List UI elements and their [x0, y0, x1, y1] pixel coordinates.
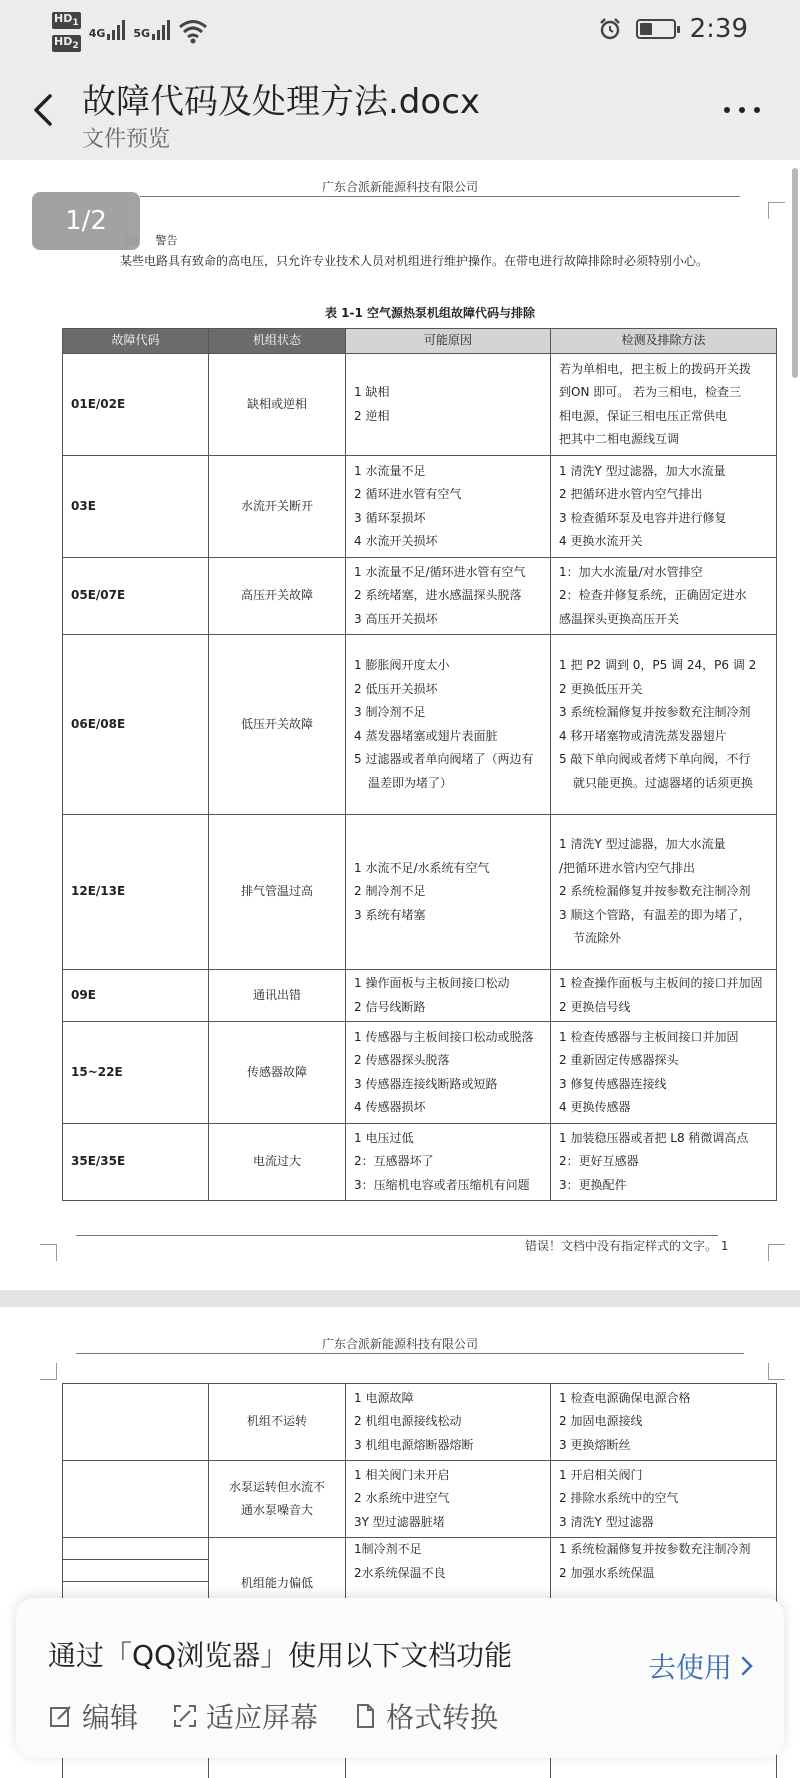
edit-action[interactable]: 编辑 — [48, 1696, 138, 1736]
possible-causes: 1 电压过低 2：互感器坏了 3：压缩机电容或者压缩机有问题 — [346, 1124, 551, 1201]
possible-causes: 1 缺相 2 逆相 — [346, 354, 551, 456]
status-bar — [0, 0, 800, 58]
more-dot-icon — [724, 107, 730, 113]
more-options-button[interactable] — [724, 102, 764, 118]
unit-state: 机组不运转 — [209, 1384, 346, 1461]
unit-state: 通讯出错 — [209, 970, 346, 1022]
fix-methods: 1 加装稳压器或者把 L8 稍微调高点 2：更好互感器 3：更换配件 — [551, 1124, 777, 1201]
document-icon — [352, 1703, 378, 1729]
table-row — [63, 970, 777, 1022]
hd-indicator: $HD_1$ $HD_2$ — [54, 12, 79, 52]
fix-methods: 1 开启相关阀门 2 排除水系统中的空气 3 清洗Y 型过滤器 — [551, 1461, 777, 1538]
back-button[interactable] — [24, 90, 64, 130]
battery-icon — [636, 19, 676, 39]
fix-methods: 若为单相电，把主板上的拨码开关拨 到ON 即可。 若为三相电，检查三 相电源，保证三相电压正常供电 把其中二相电源线互调 — [551, 354, 777, 456]
table-title: 表 1-1 空气源热泵机组故障代码与排除 — [324, 306, 536, 320]
page-footer: 错误！文档中没有指定样式的文字。 1 — [525, 1239, 729, 1253]
unit-state: 机组能力偏低 — [209, 1538, 346, 1778]
possible-causes: 1 水流量不足/循环进水管有空气 2 系统堵塞，进水感温探头脱落 3 高压开关损坏 — [346, 558, 551, 635]
wifi-icon — [178, 18, 208, 44]
table-row — [63, 558, 777, 635]
fit-screen-action[interactable]: 适应屏幕 — [172, 1696, 318, 1736]
edit-icon — [48, 1703, 74, 1729]
unit-state: 水泵运转但水流不 通水泵噪音大 — [209, 1461, 346, 1538]
possible-causes: 1 水流不足/水系统有空气 2 制冷剂不足 3 系统有堵塞 — [346, 815, 551, 970]
column-header: 检测及排除方法 — [551, 329, 777, 354]
unit-state: 高压开关故障 — [209, 558, 346, 635]
table-row — [63, 815, 777, 970]
fix-methods: 1 检查操作面板与主板间的接口并加固 2 更换信号线 — [551, 970, 777, 1022]
promo-text: 通过「QQ浏览器」使用以下文档功能 — [48, 1639, 513, 1672]
fault-code — [63, 1461, 209, 1538]
fault-code: 35E/35E — [63, 1124, 209, 1201]
chevron-right-icon — [740, 1655, 754, 1677]
unit-state: 排气管温过高 — [209, 815, 346, 970]
table-row — [63, 1384, 777, 1461]
alarm-icon — [598, 17, 622, 41]
possible-causes: 1 水流量不足 2 循环进水管有空气 3 循环泵损坏 4 水流开关损坏 — [346, 456, 551, 558]
column-header: 可能原因 — [346, 329, 551, 354]
column-header: 机组状态 — [209, 329, 346, 354]
table-row — [63, 1124, 777, 1201]
fit-screen-icon — [172, 1703, 198, 1729]
format-convert-action[interactable]: 格式转换 — [352, 1696, 498, 1736]
table-row — [63, 1022, 777, 1124]
possible-causes: 1 传感器与主板间接口松动或脱落 2 传感器探头脱落 3 传感器连接线断路或短路 4 传感器损坏 — [346, 1022, 551, 1124]
fix-methods: 1 清洗Y 型过滤器，加大水流量 2 把循环进水管内空气排出 3 检查循环泵及电容并进行修复 4 更换水流开关 — [551, 456, 777, 558]
document-title: 故障代码及处理方法.docx — [82, 82, 481, 122]
warning-heading: 警告 — [124, 232, 177, 248]
unit-state: 低压开关故障 — [209, 635, 346, 815]
table-row — [63, 354, 777, 456]
document-viewer[interactable] — [0, 160, 800, 1778]
fix-methods: 1 把 P2 调到 0，P5 调 24，P6 调 2 2 更换低压开关 3 系统检漏修复并按参数充注制冷剂 4 移开堵塞物或清洗蒸发器翅片 5 敲下单向阀或者烤下单向阀，不行 就只能更换。过滤器堵的话须更换 — [551, 635, 777, 815]
fix-methods: 1 系统检漏修复并按参数充注制冷剂 2 加强水系统保温 — [551, 1538, 777, 1778]
fix-methods: 1 清洗Y 型过滤器，加大水流量 /把循环进水管内空气排出 2 系统检漏修复并按参数充注制冷剂 3 顺这个管路，有温差的即为堵了， 节流除外 — [551, 815, 777, 970]
warning-text: 某些电路具有致命的高电压，只允许专业技术人员对机组进行维护操作。在带电进行故障排除时必须特别小心。 — [120, 254, 709, 268]
chevron-left-icon — [24, 90, 64, 130]
column-header: 故障代码 — [63, 329, 209, 354]
document-subtitle: 文件预览 — [82, 127, 171, 152]
fault-code: 06E/08E — [63, 635, 209, 815]
possible-causes: 1制冷剂不足 2水系统保温不良 — [346, 1538, 551, 1778]
fault-code: 09E — [63, 970, 209, 1022]
page-indicator: 1/2 — [32, 192, 140, 250]
fault-code: 05E/07E — [63, 558, 209, 635]
fault-code: 12E/13E — [63, 815, 209, 970]
fault-code: 15~22E — [63, 1022, 209, 1124]
table-row — [63, 456, 777, 558]
fix-methods: 1 检查传感器与主板间接口并加固 2 重新固定传感器探头 3 修复传感器连接线 4 更换传感器 — [551, 1022, 777, 1124]
possible-causes: 1 操作面板与主板间接口松动 2 信号线断路 — [346, 970, 551, 1022]
table-row — [63, 1461, 777, 1538]
clock: 2:39 — [689, 14, 748, 44]
table-header-row — [63, 329, 777, 354]
possible-causes: 1 相关阀门未开启 2 水系统中进空气 3Y 型过滤器脏堵 — [346, 1461, 551, 1538]
possible-causes: 1 膨胀阀开度太小 2 低压开关损坏 3 制冷剂不足 4 蒸发器堵塞或翅片表面脏 5 过滤器或者单向阀堵了（两边有 温差即为堵了） — [346, 635, 551, 815]
scrollbar[interactable] — [792, 168, 798, 378]
signal-5g-icon: 5G — [133, 18, 170, 40]
unit-state: 缺相或逆相 — [209, 354, 346, 456]
app-header — [0, 58, 800, 160]
company-header: 广东合派新能源科技有限公司 — [321, 180, 478, 194]
fault-code — [63, 1384, 209, 1461]
unit-state: 传感器故障 — [209, 1022, 346, 1124]
table-row — [63, 635, 777, 815]
qq-browser-promo — [16, 1598, 784, 1758]
fault-code: 01E/02E — [63, 354, 209, 456]
company-header: 广东合派新能源科技有限公司 — [321, 1337, 478, 1351]
unit-state: 水流开关断开 — [209, 456, 346, 558]
document-page-1 — [0, 160, 800, 1290]
fix-methods: 1：加大水流量/对水管排空 2：检查并修复系统，正确固定进水 感温探头更换高压开关 — [551, 558, 777, 635]
fix-methods: 1 检查电源确保电源合格 2 加固电源接线 3 更换熔断丝 — [551, 1384, 777, 1461]
fault-code: 03E — [63, 456, 209, 558]
signal-4g-icon: 4G — [89, 18, 126, 40]
go-use-button[interactable]: 去使用 — [648, 1646, 754, 1686]
unit-state: 电流过大 — [209, 1124, 346, 1201]
possible-causes: 1 电源故障 2 机组电源接线松动 3 机组电源熔断器熔断 — [346, 1384, 551, 1461]
fault-code-table — [62, 328, 777, 1201]
